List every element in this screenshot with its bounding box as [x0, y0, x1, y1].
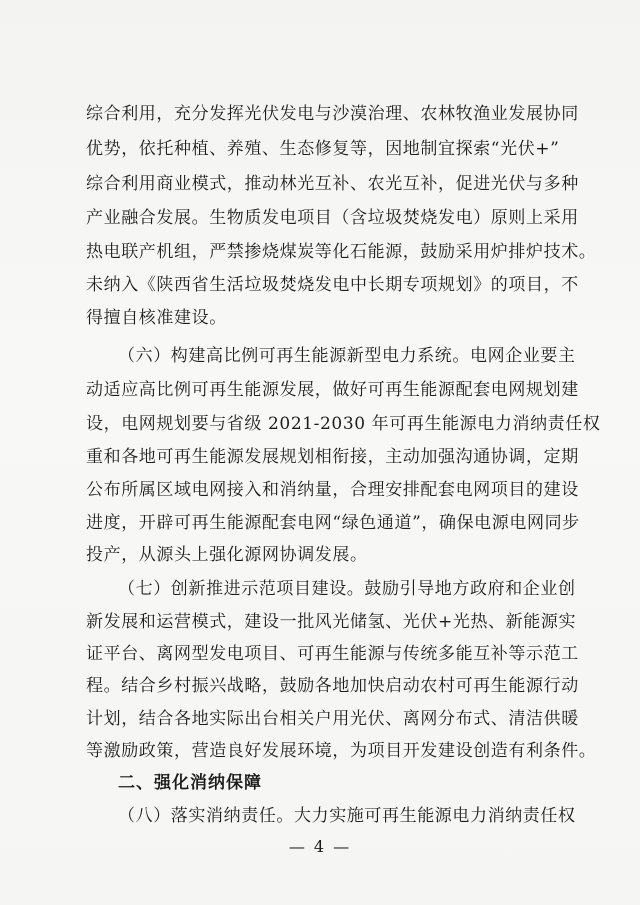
paragraph-line: 新发展和运营模式，建设一批风光储氢、光伏+光热、新能源实 [86, 612, 577, 632]
section-heading: 二、强化消纳保障 [118, 773, 262, 793]
page-number: — 4 — [288, 837, 352, 856]
paragraph-line: 进度，开辟可再生能源配套电网“绿色通道”，确保电源电网同步 [86, 513, 580, 533]
paragraph-line: 计划，结合各地实际出台相关户用光伏、离网分布式、清洁供暖 [86, 709, 579, 729]
paragraph-line: 得擅自核准建设。 [86, 308, 227, 328]
paragraph-line: 证平台、离网型发电项目、可再生能源与传统多能互补等示范工 [86, 644, 579, 664]
paragraph-line: 重和各地可再生能源发展规划相衔接，主动加强沟通协调，定期 [86, 447, 579, 467]
paragraph-line: （八）落实消纳责任。大力实施可再生能源电力消纳责任权 [118, 806, 576, 826]
paragraph-line: 产业融合发展。生物质发电项目（含垃圾焚烧发电）原则上采用 [86, 208, 579, 228]
paragraph-line: 等激励政策，营造良好发展环境，为项目开发建设创造有利条件。 [86, 741, 597, 761]
paragraph-line: 热电联产机组，严禁掺烧煤炭等化石能源，鼓励采用炉排炉技术。 [86, 242, 597, 262]
paragraph-line: 综合利用，充分发挥光伏发电与沙漠治理、农林牧渔业发展协同 [86, 104, 579, 124]
paragraph-line: 设，电网规划要与省级 2021-2030 年可再生能源电力消纳责任权 [86, 414, 601, 434]
paragraph-line: （六）构建高比例可再生能源新型电力系统。电网企业要主 [118, 346, 576, 366]
paragraph-line: 程。结合乡村振兴战略，鼓励各地加快启动农村可再生能源行动 [86, 676, 579, 696]
paragraph-line: 未纳入《陕西省生活垃圾焚烧发电中长期专项规划》的项目，不 [86, 275, 579, 295]
paragraph-line: 投产，从源头上强化源网协调发展。 [86, 545, 368, 565]
paragraph-line: （七）创新推进示范项目建设。鼓励引导地方政府和企业创 [118, 579, 576, 599]
paragraph-line: 动适应高比例可再生能源发展，做好可再生能源配套电网规划建 [86, 380, 579, 400]
paragraph-line: 公布所属区域电网接入和消纳量，合理安排配套电网项目的建设 [86, 480, 579, 500]
paragraph-line: 优势，依托种植、养殖、生态修复等，因地制宜探索“光伏+” [86, 139, 560, 159]
paragraph-line: 综合利用商业模式，推动林光互补、农光互补，促进光伏与多种 [86, 174, 579, 194]
